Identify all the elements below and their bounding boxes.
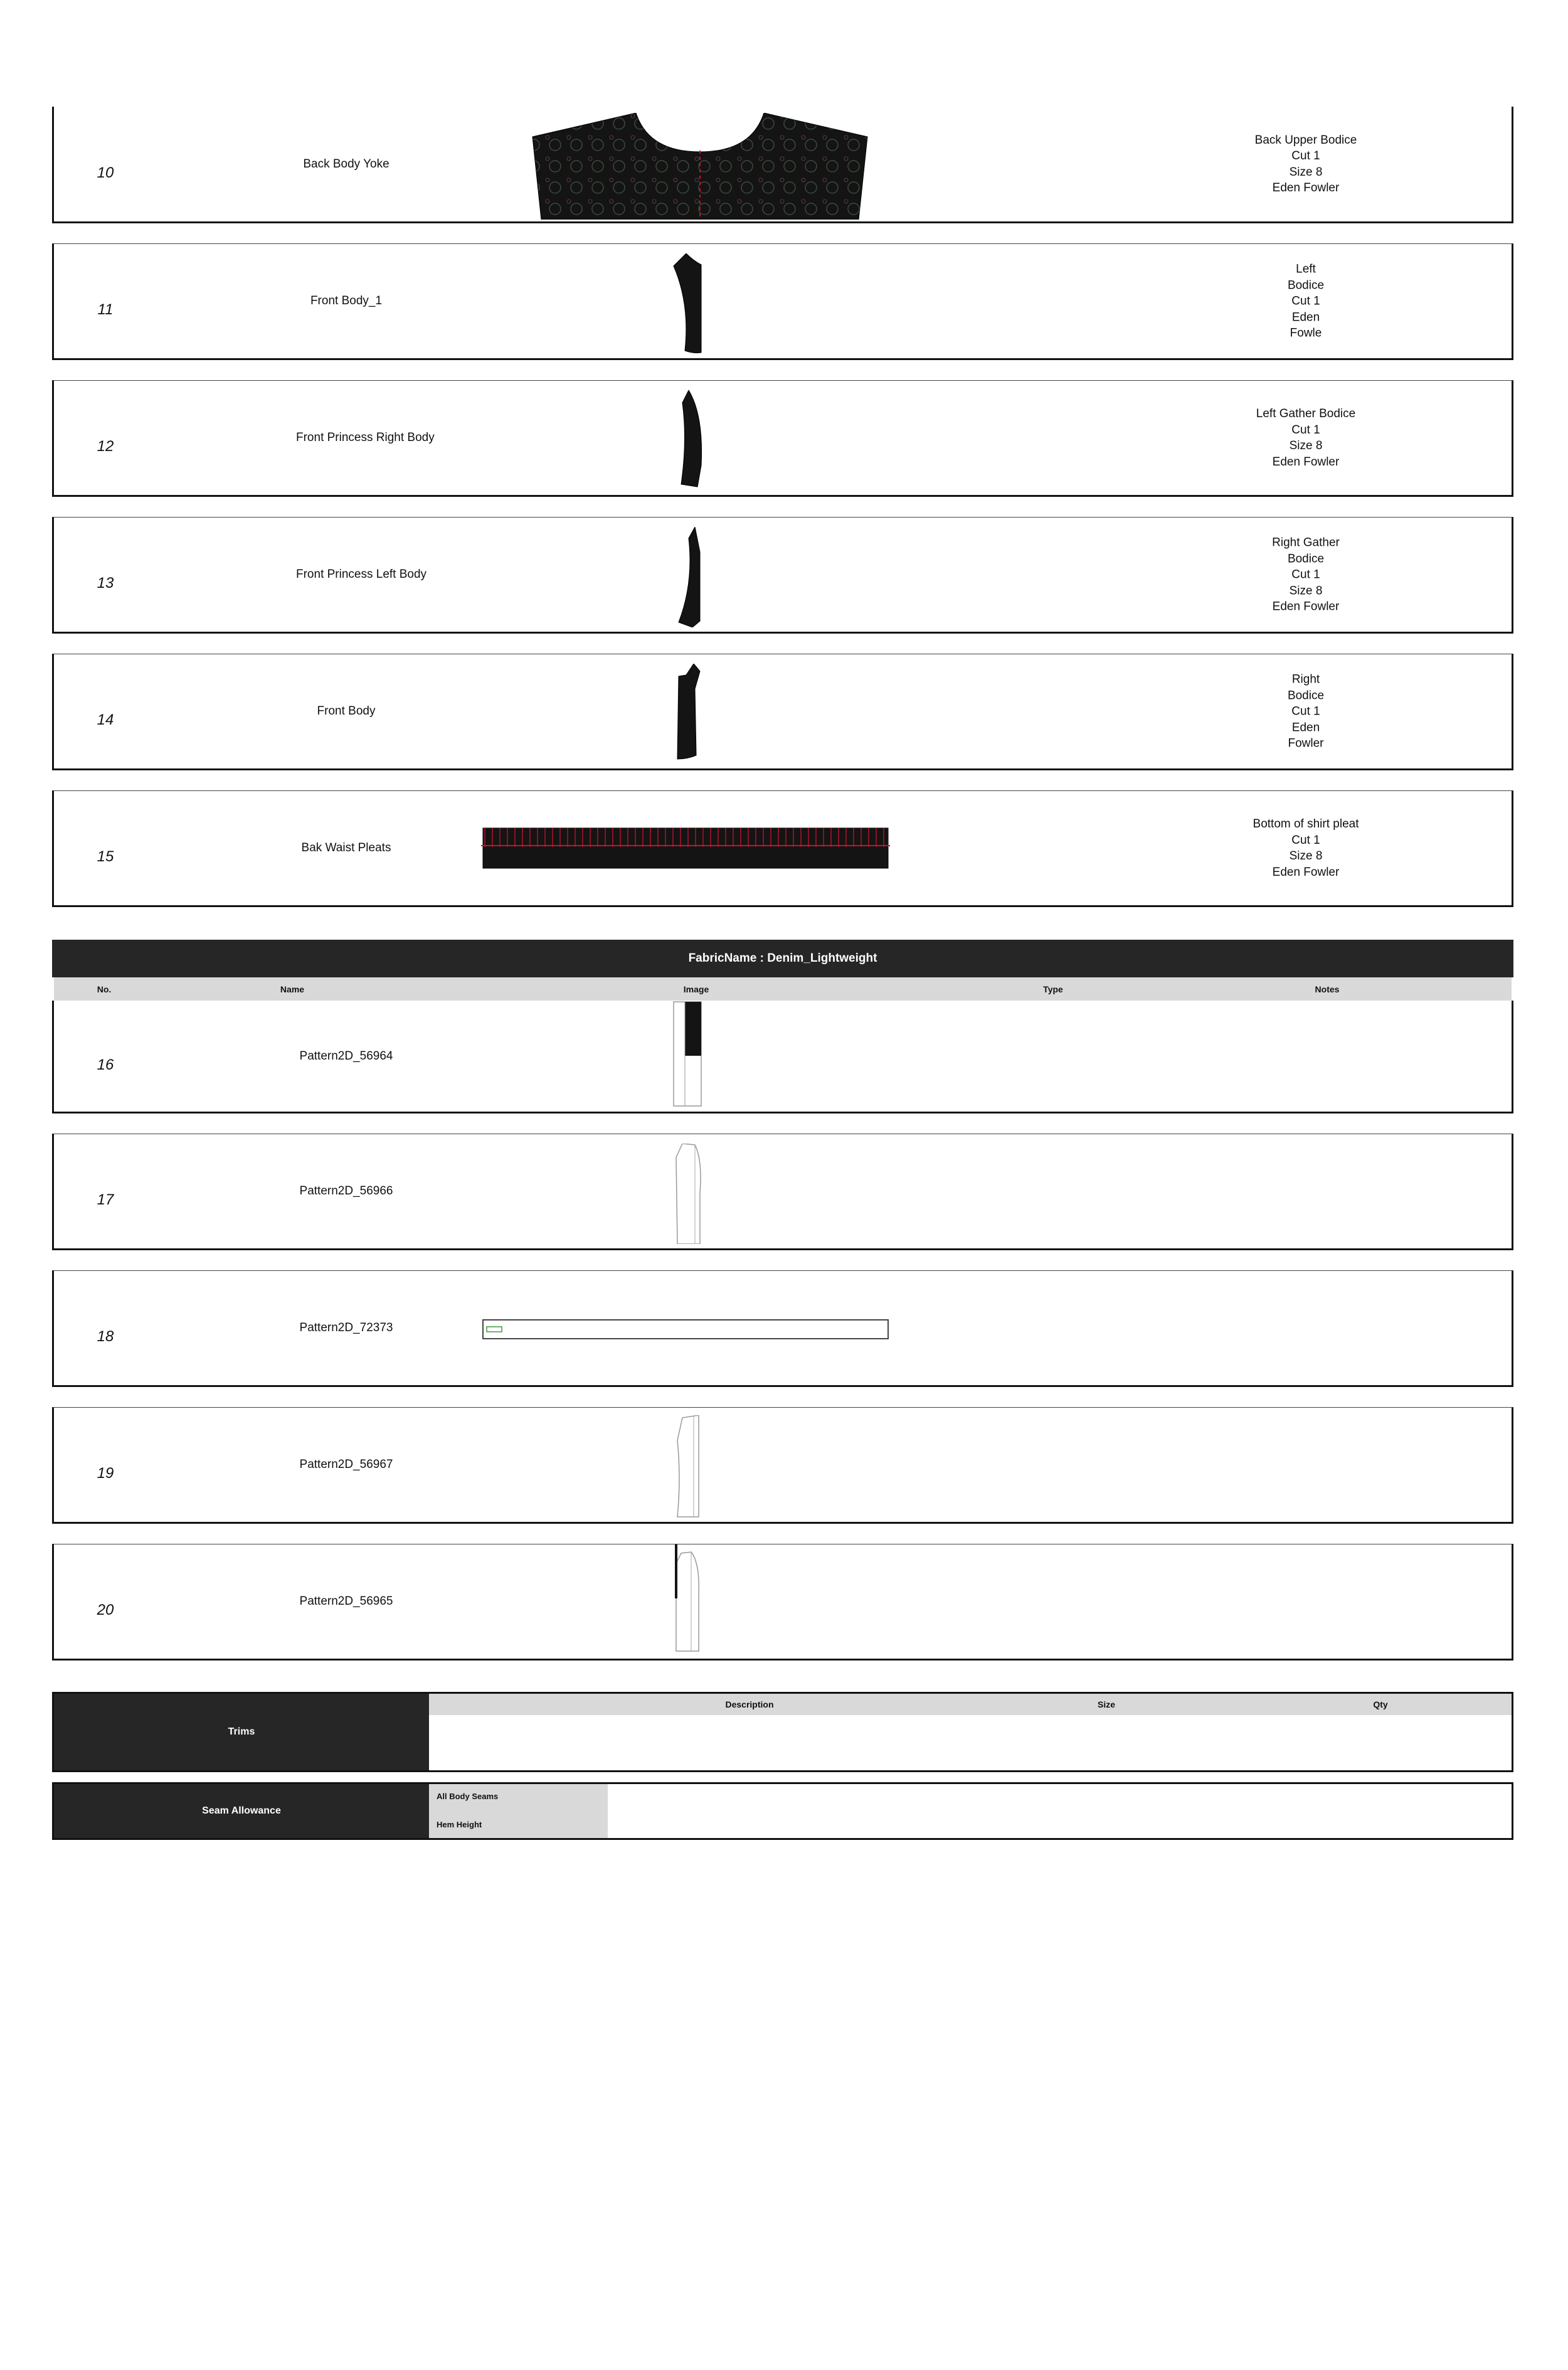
column-notes: Notes <box>1315 984 1340 994</box>
trims-column-header-row <box>429 1694 1512 1715</box>
pattern-piece-image <box>481 827 890 871</box>
row-notes: Right Bodice Cut 1 Eden Fowler <box>1287 672 1325 750</box>
table-row: 15 Bak Waist Pleats Bottom of shirt pleat Cut 1 Size 8 Eden Fowler <box>52 790 1513 907</box>
pattern-piece-image <box>669 253 712 354</box>
row-name: Pattern2D_56966 <box>299 1184 393 1198</box>
row-notes: Left Gather Bodice Cut 1 Size 8 Eden Fowler <box>1256 407 1356 469</box>
pattern-piece-image <box>669 527 712 627</box>
column-image: Image <box>683 984 709 994</box>
row-name: Bak Waist Pleats <box>301 841 391 854</box>
column-size: Size <box>1097 1699 1116 1709</box>
column-no: No. <box>97 984 112 994</box>
row-name: Front Princess Left Body <box>296 568 427 581</box>
pattern-piece-image <box>669 1144 706 1244</box>
table-row: 19 Pattern2D_56967 <box>52 1407 1513 1524</box>
pattern-piece-image <box>481 1318 890 1341</box>
row-name: Front Body <box>317 704 376 718</box>
seam-item-hem: Hem Height <box>437 1820 482 1829</box>
table-row: 10 Back Body Yoke Back Upper Bodice Cut 1 Size 8 Eden Fowler <box>52 107 1513 223</box>
table-row: 12 Front Princess Right Body Left Gather Bodice Cut 1 Size 8 Eden Fowler <box>52 380 1513 497</box>
fabric-header: FabricName : Denim_Lightweight <box>52 940 1513 977</box>
column-type: Type <box>1043 984 1063 994</box>
pattern-piece-image <box>518 113 869 220</box>
seam-allowance-table <box>52 1782 1513 1840</box>
seam-allowance-items <box>429 1784 608 1838</box>
pattern-piece-image <box>669 390 712 491</box>
pattern-piece-image <box>669 1544 706 1652</box>
table-row: 11 Front Body_1 Left Bodice Cut 1 Eden Fowle <box>52 243 1513 360</box>
column-header-row <box>54 977 1512 1001</box>
seam-item-body: All Body Seams <box>437 1792 499 1801</box>
seam-allowance-label: Seam Allowance <box>54 1784 429 1838</box>
row-name: Front Body_1 <box>310 294 383 307</box>
table-row: 16 Pattern2D_56964 <box>52 1001 1513 1113</box>
column-name: Name <box>280 984 305 994</box>
row-name: Back Body Yoke <box>303 157 389 171</box>
table-row: 13 Front Princess Left Body Right Gather Bodice Cut 1 Size 8 Eden Fowler <box>52 517 1513 634</box>
row-notes: Right Gather Bodice Cut 1 Size 8 Eden Fowler <box>1272 536 1340 614</box>
pattern-piece-image <box>669 664 712 764</box>
table-row: 18 Pattern2D_72373 <box>52 1270 1513 1387</box>
row-name: Front Princess Right Body <box>296 431 435 444</box>
table-row: 20 Pattern2D_56965 <box>52 1544 1513 1661</box>
trims-table <box>52 1692 1513 1772</box>
trims-label: Trims <box>54 1694 429 1770</box>
row-notes: Back Upper Bodice Cut 1 Size 8 Eden Fowler <box>1254 133 1357 194</box>
row-name: Pattern2D_72373 <box>299 1321 393 1334</box>
table-row: 17 Pattern2D_56966 <box>52 1134 1513 1250</box>
row-notes: Bottom of shirt pleat Cut 1 Size 8 Eden Fowler <box>1253 817 1359 879</box>
column-description: Description <box>725 1699 774 1709</box>
pattern-piece-image <box>669 1415 706 1518</box>
row-name: Pattern2D_56967 <box>299 1458 393 1471</box>
row-name: Pattern2D_56965 <box>299 1595 393 1608</box>
row-notes: Left Bodice Cut 1 Eden Fowle <box>1287 262 1325 340</box>
table-row: 14 Front Body Right Bodice Cut 1 Eden Fowler <box>52 654 1513 770</box>
row-name: Pattern2D_56964 <box>299 1049 393 1063</box>
column-qty: Qty <box>1373 1699 1388 1709</box>
pattern-piece-image <box>669 1001 706 1107</box>
